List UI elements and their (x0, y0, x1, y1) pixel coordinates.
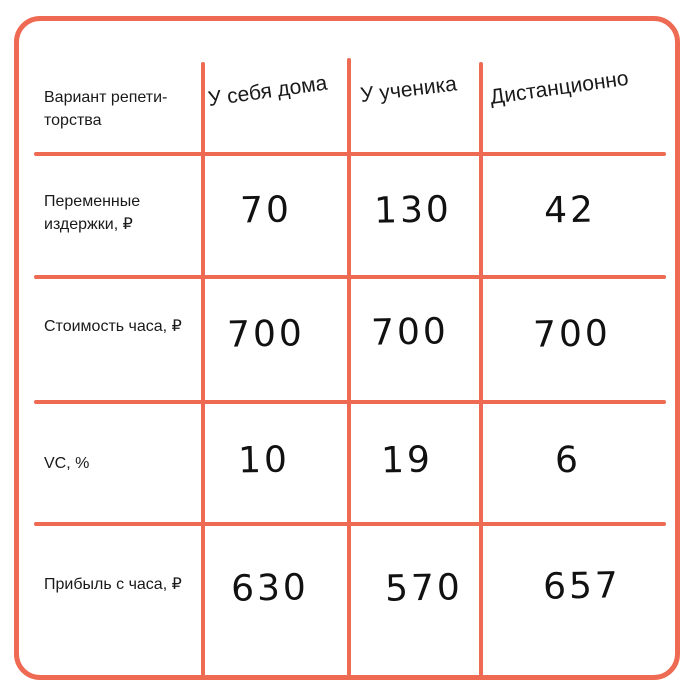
cell-profit-student: 570 (384, 567, 464, 610)
cell-variable-costs-remote: 42 (543, 189, 597, 232)
row-label-hour-price: Стоимость часа, ₽ (44, 318, 182, 335)
cell-hour-price-student: 700 (370, 311, 450, 354)
column-header-student: У ученика (359, 72, 459, 108)
header-label: Вариант репети-торства (44, 89, 168, 129)
row-label-profit-per-hour: Прибыль с часа, ₽ (44, 576, 182, 593)
row-label-variable-costs: Переменные издержки, ₽ (44, 193, 141, 233)
cell-hour-price-home: 700 (226, 313, 306, 356)
cell-variable-costs-home: 70 (239, 189, 293, 232)
cell-profit-remote: 657 (542, 565, 622, 608)
row-label-vc-percent: VC, % (44, 455, 90, 472)
column-header-remote: Дистанционно (488, 66, 630, 110)
column-divider (347, 58, 351, 676)
cell-profit-home: 630 (230, 567, 310, 610)
cell-vc-home: 10 (237, 439, 291, 482)
cell-hour-price-remote: 700 (532, 313, 612, 356)
cell-vc-remote: 6 (554, 439, 582, 482)
column-header-home: У себя дома (206, 71, 329, 112)
cell-vc-student: 19 (380, 439, 434, 482)
cell-variable-costs-student: 130 (373, 189, 453, 232)
